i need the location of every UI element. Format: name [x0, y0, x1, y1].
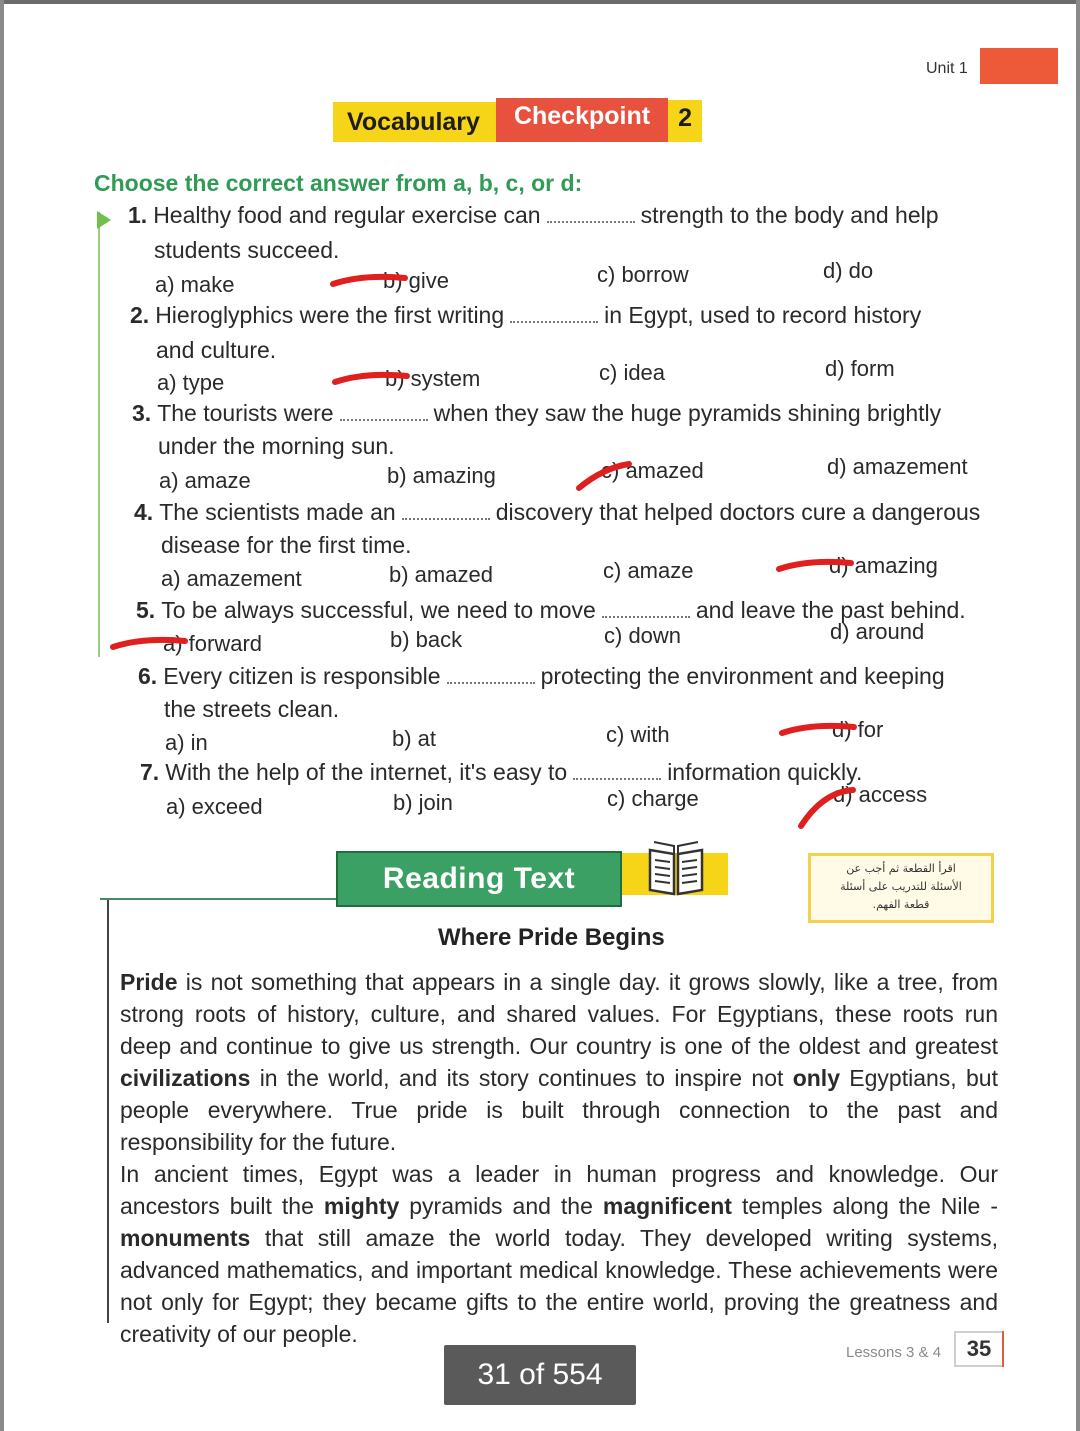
answer-mark-1 — [333, 277, 405, 284]
unit-label: Unit 1 — [926, 60, 968, 77]
option-3a[interactable]: a) amaze — [159, 468, 251, 493]
option-2b[interactable]: b) system — [385, 366, 481, 391]
answer-mark-4 — [779, 562, 851, 569]
paragraph-2: In ancient times, Egypt was a leader in human progress and knowledge. Our ancestors built the mighty pyramids and the magnificent temples along the Nile - monuments that still amaze the world today. They developed writing systems, advanced mathematics, and important medical knowledge. These achievements were not only for Egypt; they became gifts to the entire world, proving the greatness and creativity of our people. — [120, 1161, 998, 1347]
option-2a[interactable]: a) type — [157, 370, 225, 395]
option-7d[interactable]: d) access — [833, 782, 928, 807]
question-7: 7. With the help of the internet, it's easy to information quickly. — [140, 759, 863, 785]
page-counter: 31 of 554 — [444, 1345, 636, 1405]
reading-passage — [120, 966, 998, 1350]
option-2d[interactable]: d) form — [825, 356, 895, 381]
question-1-line2: students succeed. — [154, 237, 340, 263]
checkpoint-number: 2 — [668, 100, 702, 142]
option-3b[interactable]: b) amazing — [387, 463, 496, 488]
question-4-line2: disease for the first time. — [161, 532, 412, 558]
option-3c[interactable]: c) amazed — [601, 458, 704, 483]
option-4d[interactable]: d) amazing — [829, 553, 938, 578]
arabic-instruction-note: اقرأ القطعة ثم أجب عن الأسئلة للتدريب على أسئلة قطعة الفهم. — [808, 853, 994, 923]
answer-mark-7 — [801, 790, 853, 826]
option-5d[interactable]: d) around — [830, 619, 925, 644]
reading-text-banner: Reading Text — [336, 851, 622, 907]
checkpoint-label: Checkpoint — [496, 98, 668, 142]
question-3-line2: under the morning sun. — [158, 433, 395, 459]
option-1a[interactable]: a) make — [155, 272, 235, 297]
passage-title: Where Pride Begins — [438, 924, 665, 951]
option-4b[interactable]: b) amazed — [389, 562, 493, 587]
option-6b[interactable]: b) at — [392, 726, 437, 751]
option-6a[interactable]: a) in — [165, 730, 208, 755]
option-7a[interactable]: a) exceed — [166, 794, 263, 819]
answer-mark-6 — [782, 726, 854, 733]
option-6d[interactable]: d) for — [832, 717, 884, 742]
question-6-line2: the streets clean. — [164, 696, 340, 722]
option-1d[interactable]: d) do — [823, 258, 874, 283]
option-6c[interactable]: c) with — [606, 722, 670, 747]
reading-rule-left — [107, 900, 109, 1323]
reading-rule-top — [100, 898, 338, 900]
option-5a[interactable]: a) forward — [163, 631, 263, 656]
vocabulary-label: Vocabulary — [333, 102, 496, 142]
question-3: 3. The tourists were when they saw the huge pyramids shining brightly — [132, 400, 942, 426]
option-1b[interactable]: b) give — [383, 268, 450, 293]
option-3d[interactable]: d) amazement — [827, 454, 968, 479]
question-1: 1. Healthy food and regular exercise can strength to the body and help — [128, 202, 939, 228]
option-2c[interactable]: c) idea — [599, 360, 666, 385]
question-4: 4. The scientists made an discovery that helped doctors cure a dangerous — [134, 499, 981, 525]
instruction-heading: Choose the correct answer from a, b, c, or d: — [94, 170, 583, 196]
question-6: 6. Every citizen is responsible protecting the environment and keeping — [138, 663, 945, 689]
answer-mark-3 — [579, 464, 629, 488]
lessons-label: Lessons 3 & 4 — [846, 1344, 942, 1361]
question-2-line2: and culture. — [156, 337, 277, 363]
option-7b[interactable]: b) join — [393, 790, 453, 815]
answer-mark-5 — [113, 640, 185, 647]
paragraph-1: Pride is not something that appears in a single day. it grows slowly, like a tree, from strong roots of history, culture, and shared values. For Egyptians, these roots run deep and continue to give us strength. Our country is one of the oldest and greatest civilizations in the world, and its story continues to inspire not only Egyptians, but people everywhere. True pride is built through connection to the past and responsibility for the future. — [120, 969, 998, 1155]
answer-mark-2 — [335, 375, 407, 382]
option-5b[interactable]: b) back — [390, 627, 463, 652]
option-1c[interactable]: c) borrow — [597, 262, 689, 287]
option-7c[interactable]: c) charge — [607, 786, 699, 811]
option-4c[interactable]: c) amaze — [603, 558, 694, 583]
question-2: 2. Hieroglyphics were the first writing in Egypt, used to record history — [130, 302, 922, 328]
option-5c[interactable]: c) down — [604, 623, 682, 648]
page-number-accent — [1002, 1331, 1004, 1367]
open-book-icon — [644, 838, 708, 898]
page-number: 35 — [954, 1331, 1002, 1367]
option-4a[interactable]: a) amazement — [161, 566, 302, 591]
question-5: 5. To be always successful, we need to move and leave the past behind. — [136, 597, 966, 623]
